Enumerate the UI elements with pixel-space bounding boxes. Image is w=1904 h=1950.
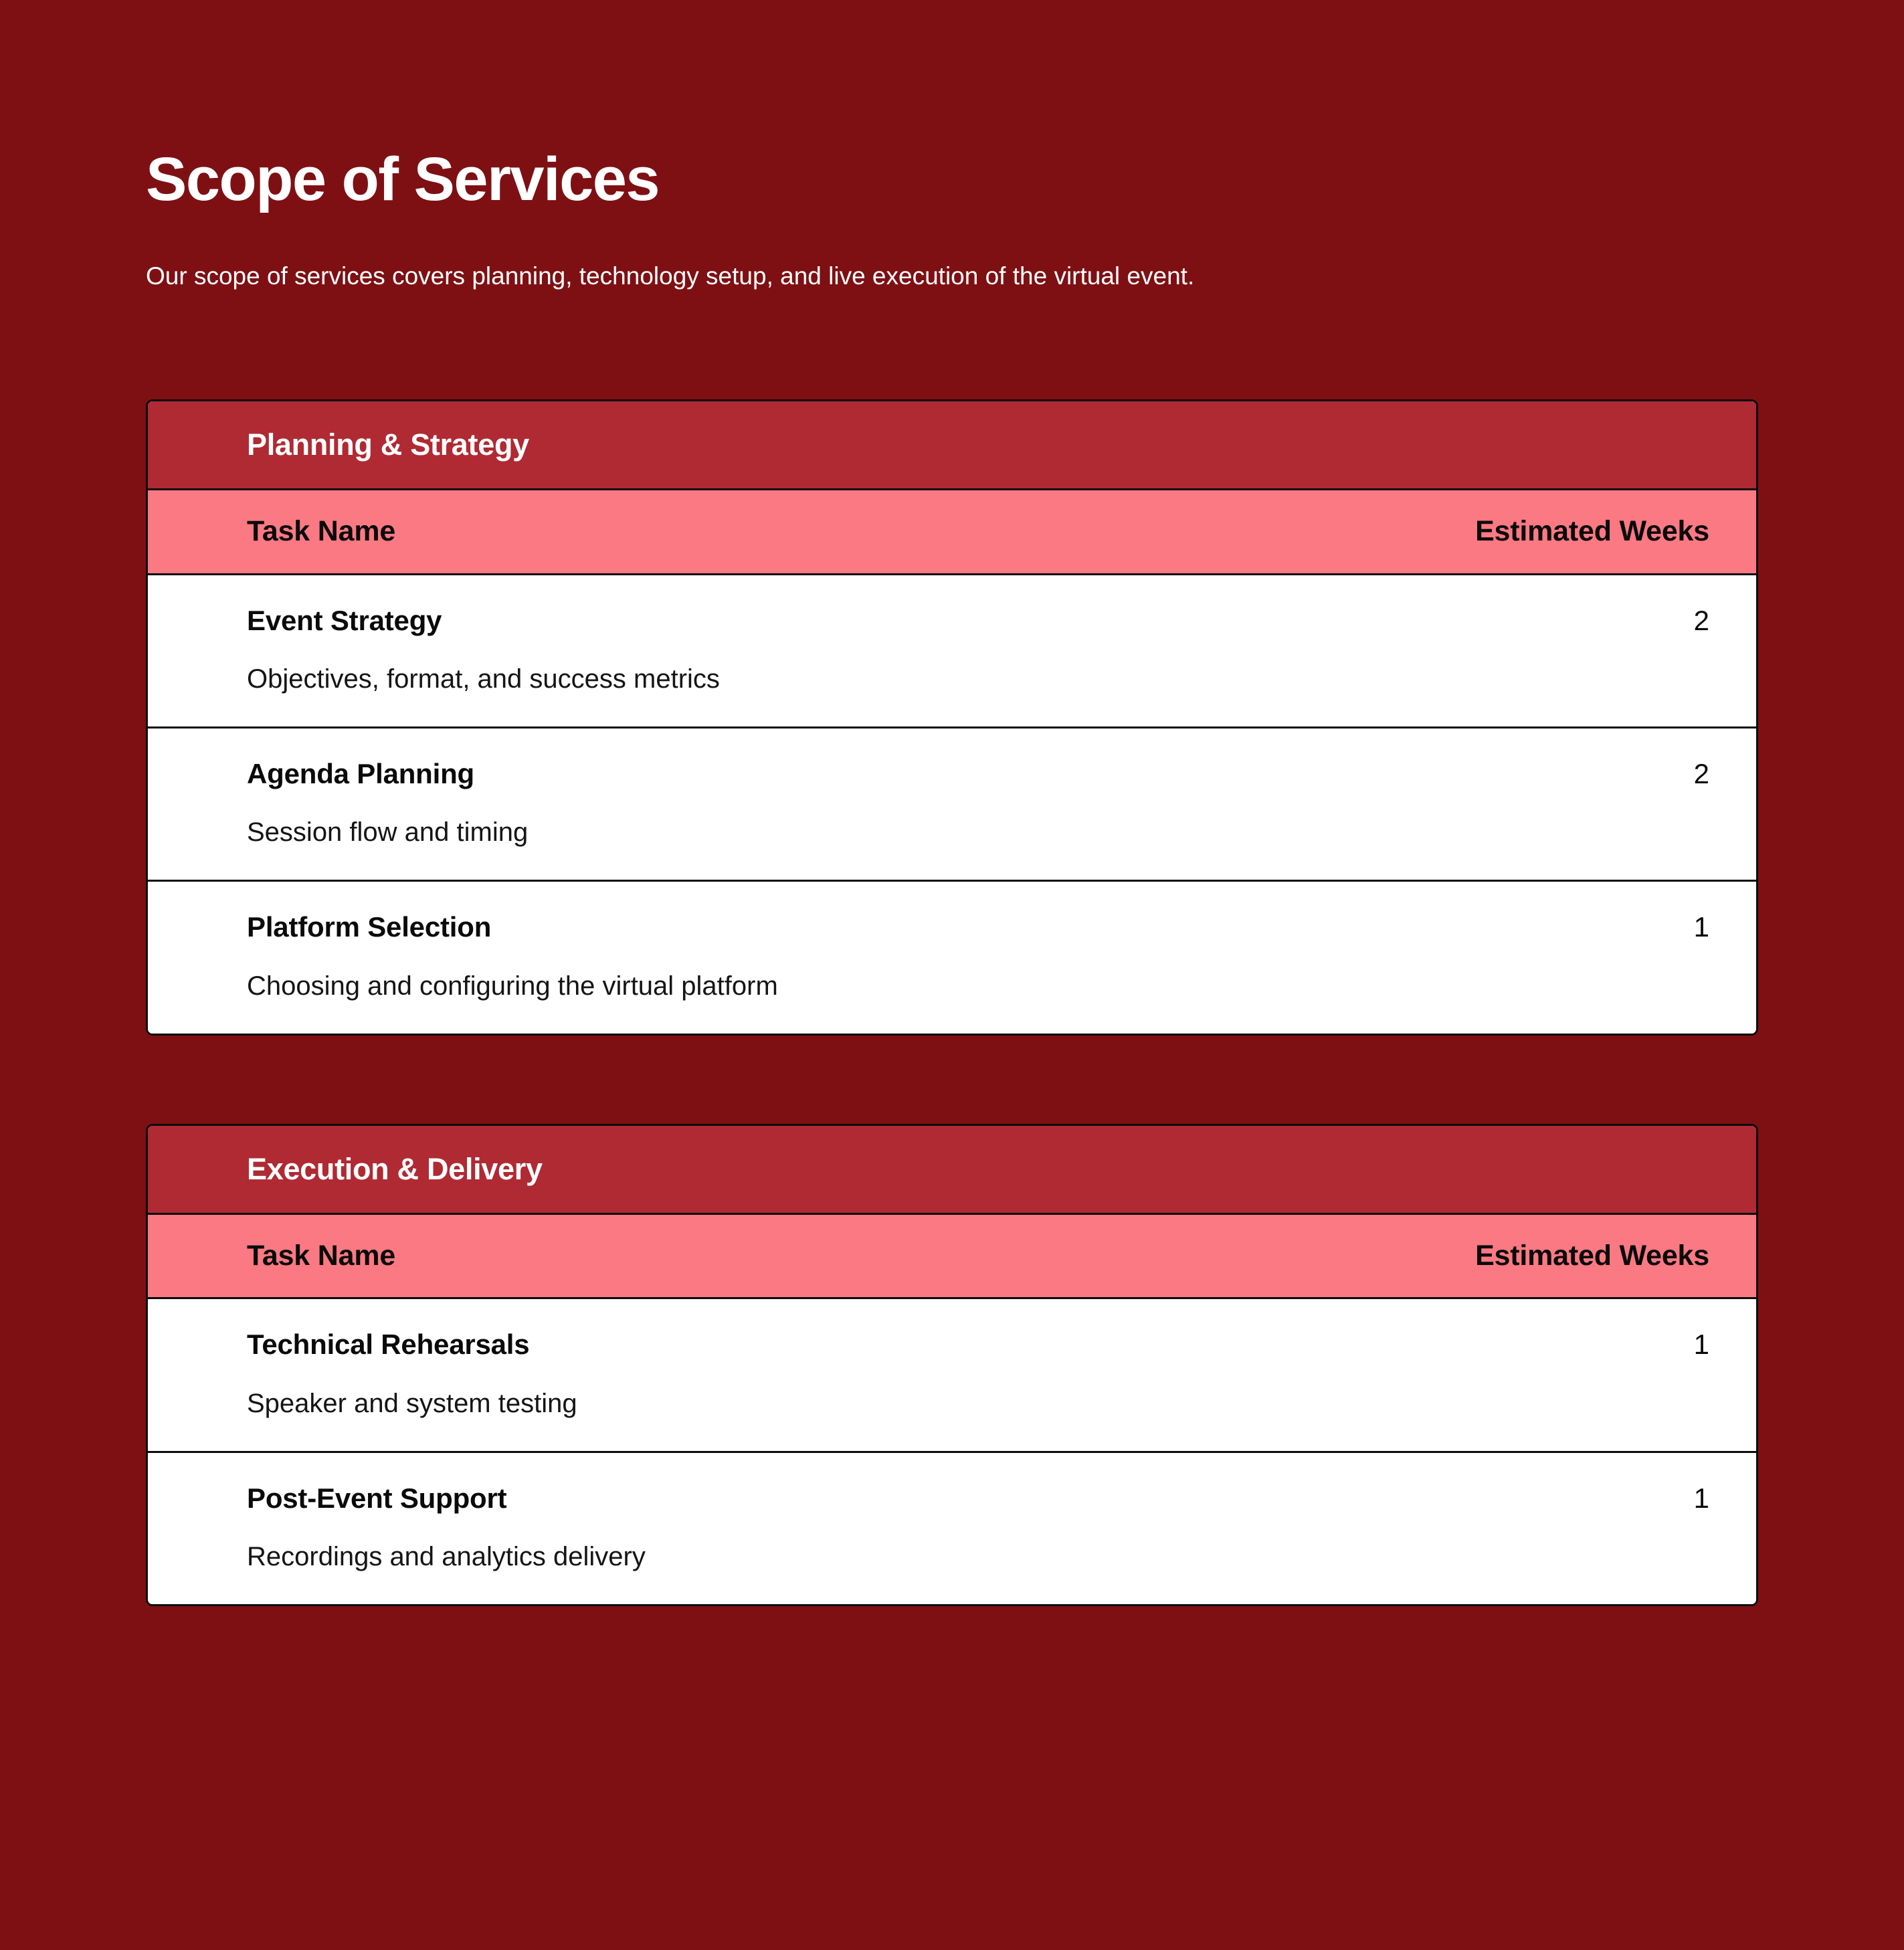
table-head bbox=[148, 1215, 1756, 1298]
section-header-planning-strategy bbox=[148, 401, 1756, 490]
estimated-weeks-value: 2 bbox=[1693, 757, 1709, 789]
table-header-row bbox=[148, 490, 1756, 574]
column-header-task-name: Task Name bbox=[148, 1215, 1335, 1298]
column-header-estimated-weeks: Estimated Weeks bbox=[1335, 490, 1756, 574]
weeks-cell bbox=[1335, 1452, 1756, 1604]
task-name: Agenda Planning bbox=[247, 757, 475, 789]
page-header bbox=[146, 0, 1758, 293]
task-description: Speaker and system testing bbox=[247, 1388, 577, 1418]
task-cell bbox=[148, 1298, 1335, 1452]
task-description: Choosing and configuring the virtual platform bbox=[247, 971, 778, 1001]
task-table-execution-delivery bbox=[148, 1215, 1756, 1604]
section-header-execution-delivery bbox=[148, 1126, 1756, 1215]
table-row bbox=[148, 1452, 1756, 1604]
section-card-planning-strategy bbox=[146, 399, 1758, 1036]
task-name: Post-Event Support bbox=[247, 1482, 507, 1514]
task-name: Platform Selection bbox=[247, 911, 492, 943]
weeks-cell bbox=[1335, 574, 1756, 727]
task-cell bbox=[148, 1452, 1335, 1604]
section-card-execution-delivery bbox=[146, 1124, 1758, 1606]
estimated-weeks-value: 1 bbox=[1693, 1482, 1709, 1514]
task-description: Objectives, format, and success metrics bbox=[247, 664, 720, 694]
table-row bbox=[148, 881, 1756, 1034]
table-header-row bbox=[148, 1215, 1756, 1298]
section-title: Execution & Delivery bbox=[247, 1151, 543, 1186]
task-cell bbox=[148, 574, 1335, 727]
task-table-planning-strategy bbox=[148, 490, 1756, 1034]
task-description: Session flow and timing bbox=[247, 817, 529, 848]
weeks-cell bbox=[1335, 727, 1756, 880]
table-body bbox=[148, 1298, 1756, 1604]
table-head bbox=[148, 490, 1756, 574]
weeks-cell bbox=[1335, 881, 1756, 1034]
table-body bbox=[148, 574, 1756, 1034]
task-cell bbox=[148, 881, 1335, 1034]
task-name: Event Strategy bbox=[247, 604, 442, 636]
table-row bbox=[148, 727, 1756, 880]
task-name: Technical Rehearsals bbox=[247, 1329, 530, 1361]
column-header-task-name: Task Name bbox=[148, 490, 1335, 574]
section-title: Planning & Strategy bbox=[247, 427, 529, 462]
task-description: Recordings and analytics delivery bbox=[247, 1542, 646, 1572]
estimated-weeks-value: 1 bbox=[1693, 1329, 1709, 1361]
table-row bbox=[148, 574, 1756, 727]
page-subtitle: Our scope of services covers planning, technology setup, and live execution of the virtual event. bbox=[146, 262, 1195, 290]
estimated-weeks-value: 2 bbox=[1693, 604, 1709, 636]
table-row bbox=[148, 1298, 1756, 1452]
weeks-cell bbox=[1335, 1298, 1756, 1452]
estimated-weeks-value: 1 bbox=[1693, 911, 1709, 943]
page-title: Scope of Services bbox=[146, 145, 660, 213]
column-header-estimated-weeks: Estimated Weeks bbox=[1335, 1215, 1756, 1298]
task-cell bbox=[148, 727, 1335, 880]
